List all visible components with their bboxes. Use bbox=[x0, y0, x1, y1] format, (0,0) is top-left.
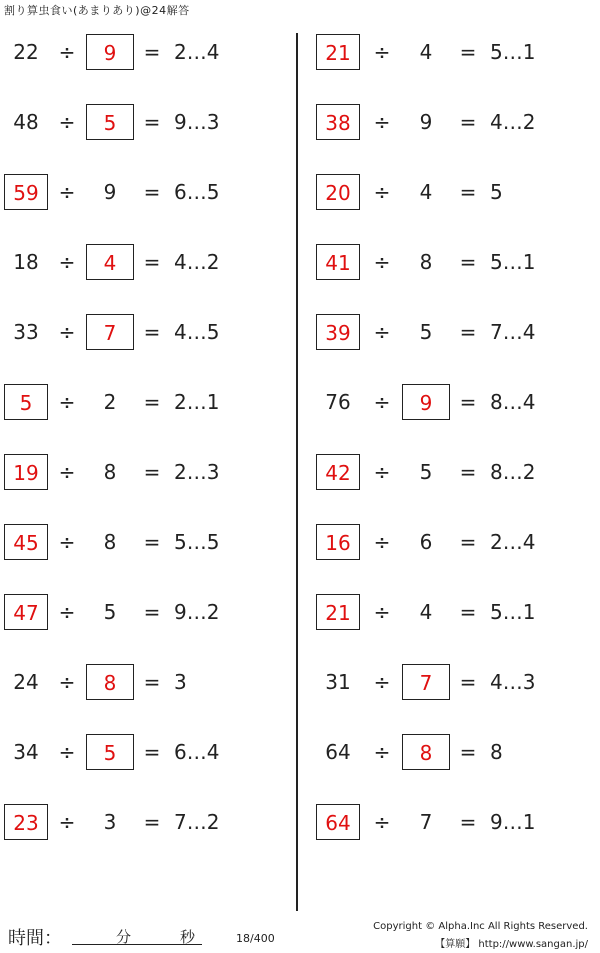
dividend: 24 bbox=[13, 670, 39, 694]
divisor: 9 bbox=[103, 180, 117, 204]
problem-row bbox=[0, 734, 296, 774]
quotient-remainder: 4…2 bbox=[174, 250, 220, 274]
problem-row bbox=[300, 104, 596, 144]
quotient-remainder: 4…2 bbox=[490, 110, 536, 134]
equals-sign: = bbox=[143, 110, 161, 134]
problem-row bbox=[0, 804, 296, 844]
dividend-answer-box: 39 bbox=[316, 314, 360, 350]
divide-sign: ÷ bbox=[373, 810, 391, 834]
dividend: 22 bbox=[13, 40, 39, 64]
problem-row bbox=[300, 524, 596, 564]
divisor: 5 bbox=[419, 320, 433, 344]
quotient-remainder: 7…2 bbox=[174, 810, 220, 834]
divisor: 8 bbox=[103, 460, 117, 484]
equals-sign: = bbox=[459, 390, 477, 414]
equals-sign: = bbox=[459, 180, 477, 204]
quotient-remainder: 5…5 bbox=[174, 530, 220, 554]
quotient-remainder: 2…4 bbox=[174, 40, 220, 64]
dividend-answer-box: 21 bbox=[316, 594, 360, 630]
divisor-answer-box: 7 bbox=[86, 314, 134, 350]
quotient-remainder: 5 bbox=[490, 180, 503, 204]
dividend: 48 bbox=[13, 110, 39, 134]
problem-row bbox=[0, 384, 296, 424]
problem-row bbox=[300, 664, 596, 704]
divide-sign: ÷ bbox=[58, 390, 76, 414]
equals-sign: = bbox=[459, 600, 477, 624]
divisor: 9 bbox=[419, 110, 433, 134]
quotient-remainder: 8…4 bbox=[490, 390, 536, 414]
quotient-remainder: 5…1 bbox=[490, 600, 536, 624]
divisor-answer-box: 7 bbox=[402, 664, 450, 700]
divisor-answer-box: 8 bbox=[402, 734, 450, 770]
divide-sign: ÷ bbox=[373, 460, 391, 484]
quotient-remainder: 6…4 bbox=[174, 740, 220, 764]
problem-row bbox=[300, 384, 596, 424]
quotient-remainder: 4…3 bbox=[490, 670, 536, 694]
divide-sign: ÷ bbox=[58, 40, 76, 64]
quotient-remainder: 8 bbox=[490, 740, 503, 764]
divide-sign: ÷ bbox=[373, 180, 391, 204]
divisor: 8 bbox=[103, 530, 117, 554]
divide-sign: ÷ bbox=[58, 110, 76, 134]
problem-row bbox=[0, 594, 296, 634]
dividend: 33 bbox=[13, 320, 39, 344]
equals-sign: = bbox=[459, 110, 477, 134]
divide-sign: ÷ bbox=[373, 670, 391, 694]
dividend: 18 bbox=[13, 250, 39, 274]
divide-sign: ÷ bbox=[58, 810, 76, 834]
seconds-label: 秒 bbox=[180, 928, 196, 946]
worksheet-title: 割り算虫食い(あまりあり)@24解答 bbox=[4, 4, 190, 17]
divisor-answer-box: 4 bbox=[86, 244, 134, 280]
minutes-label: 分 bbox=[116, 928, 132, 946]
dividend-answer-box: 19 bbox=[4, 454, 48, 490]
dividend-answer-box: 23 bbox=[4, 804, 48, 840]
problem-row bbox=[300, 734, 596, 774]
divide-sign: ÷ bbox=[373, 40, 391, 64]
equals-sign: = bbox=[143, 180, 161, 204]
dividend-answer-box: 16 bbox=[316, 524, 360, 560]
problem-row bbox=[0, 104, 296, 144]
problem-row bbox=[300, 34, 596, 74]
problem-row bbox=[0, 244, 296, 284]
equals-sign: = bbox=[459, 670, 477, 694]
equals-sign: = bbox=[143, 600, 161, 624]
divisor: 5 bbox=[419, 460, 433, 484]
dividend: 76 bbox=[325, 390, 351, 414]
dividend-answer-box: 47 bbox=[4, 594, 48, 630]
divide-sign: ÷ bbox=[373, 740, 391, 764]
dividend: 31 bbox=[325, 670, 351, 694]
divisor: 4 bbox=[419, 180, 433, 204]
divide-sign: ÷ bbox=[58, 670, 76, 694]
problem-row bbox=[0, 524, 296, 564]
time-label: 時間： bbox=[8, 928, 62, 949]
divide-sign: ÷ bbox=[373, 250, 391, 274]
dividend-answer-box: 5 bbox=[4, 384, 48, 420]
divisor-answer-box: 5 bbox=[86, 734, 134, 770]
problem-row bbox=[300, 454, 596, 494]
divide-sign: ÷ bbox=[373, 320, 391, 344]
divisor-answer-box: 8 bbox=[86, 664, 134, 700]
site-url: 【算願】 http://www.sangan.jp/ bbox=[435, 939, 588, 950]
divisor-answer-box: 9 bbox=[402, 384, 450, 420]
equals-sign: = bbox=[143, 40, 161, 64]
equals-sign: = bbox=[459, 740, 477, 764]
divide-sign: ÷ bbox=[373, 110, 391, 134]
quotient-remainder: 3 bbox=[174, 670, 187, 694]
divide-sign: ÷ bbox=[58, 250, 76, 274]
quotient-remainder: 4…5 bbox=[174, 320, 220, 344]
quotient-remainder: 6…5 bbox=[174, 180, 220, 204]
equals-sign: = bbox=[459, 530, 477, 554]
page-number: 18/400 bbox=[236, 932, 275, 945]
divisor: 6 bbox=[419, 530, 433, 554]
equals-sign: = bbox=[459, 320, 477, 344]
dividend-answer-box: 20 bbox=[316, 174, 360, 210]
dividend-answer-box: 38 bbox=[316, 104, 360, 140]
problem-row bbox=[0, 174, 296, 214]
divide-sign: ÷ bbox=[58, 530, 76, 554]
divisor: 2 bbox=[103, 390, 117, 414]
equals-sign: = bbox=[459, 460, 477, 484]
problem-row bbox=[0, 664, 296, 704]
quotient-remainder: 8…2 bbox=[490, 460, 536, 484]
problem-row bbox=[0, 314, 296, 354]
divide-sign: ÷ bbox=[58, 740, 76, 764]
divisor: 3 bbox=[103, 810, 117, 834]
dividend-answer-box: 59 bbox=[4, 174, 48, 210]
divide-sign: ÷ bbox=[373, 530, 391, 554]
quotient-remainder: 9…2 bbox=[174, 600, 220, 624]
divide-sign: ÷ bbox=[58, 320, 76, 344]
problem-row bbox=[300, 594, 596, 634]
quotient-remainder: 5…1 bbox=[490, 40, 536, 64]
problem-row bbox=[300, 804, 596, 844]
divide-sign: ÷ bbox=[58, 180, 76, 204]
divide-sign: ÷ bbox=[373, 600, 391, 624]
quotient-remainder: 9…3 bbox=[174, 110, 220, 134]
divide-sign: ÷ bbox=[58, 600, 76, 624]
problem-row bbox=[300, 174, 596, 214]
dividend-answer-box: 21 bbox=[316, 34, 360, 70]
equals-sign: = bbox=[143, 390, 161, 414]
divisor: 4 bbox=[419, 40, 433, 64]
dividend-answer-box: 42 bbox=[316, 454, 360, 490]
divide-sign: ÷ bbox=[373, 390, 391, 414]
quotient-remainder: 2…1 bbox=[174, 390, 220, 414]
dividend: 34 bbox=[13, 740, 39, 764]
problem-row bbox=[0, 34, 296, 74]
divisor: 7 bbox=[419, 810, 433, 834]
quotient-remainder: 7…4 bbox=[490, 320, 536, 344]
equals-sign: = bbox=[143, 460, 161, 484]
equals-sign: = bbox=[143, 250, 161, 274]
dividend: 64 bbox=[325, 740, 351, 764]
quotient-remainder: 5…1 bbox=[490, 250, 536, 274]
copyright: Copyright © Alpha.Inc All Rights Reserved. bbox=[373, 921, 588, 932]
problem-row bbox=[300, 314, 596, 354]
divisor-answer-box: 5 bbox=[86, 104, 134, 140]
equals-sign: = bbox=[143, 810, 161, 834]
equals-sign: = bbox=[143, 320, 161, 344]
equals-sign: = bbox=[459, 250, 477, 274]
dividend-answer-box: 64 bbox=[316, 804, 360, 840]
dividend-answer-box: 45 bbox=[4, 524, 48, 560]
equals-sign: = bbox=[143, 670, 161, 694]
column-divider bbox=[296, 33, 298, 911]
problem-row bbox=[0, 454, 296, 494]
quotient-remainder: 2…4 bbox=[490, 530, 536, 554]
equals-sign: = bbox=[143, 740, 161, 764]
divisor: 4 bbox=[419, 600, 433, 624]
divisor: 5 bbox=[103, 600, 117, 624]
divisor: 8 bbox=[419, 250, 433, 274]
quotient-remainder: 9…1 bbox=[490, 810, 536, 834]
quotient-remainder: 2…3 bbox=[174, 460, 220, 484]
equals-sign: = bbox=[459, 40, 477, 64]
dividend-answer-box: 41 bbox=[316, 244, 360, 280]
divisor-answer-box: 9 bbox=[86, 34, 134, 70]
equals-sign: = bbox=[143, 530, 161, 554]
problem-row bbox=[300, 244, 596, 284]
divide-sign: ÷ bbox=[58, 460, 76, 484]
equals-sign: = bbox=[459, 810, 477, 834]
